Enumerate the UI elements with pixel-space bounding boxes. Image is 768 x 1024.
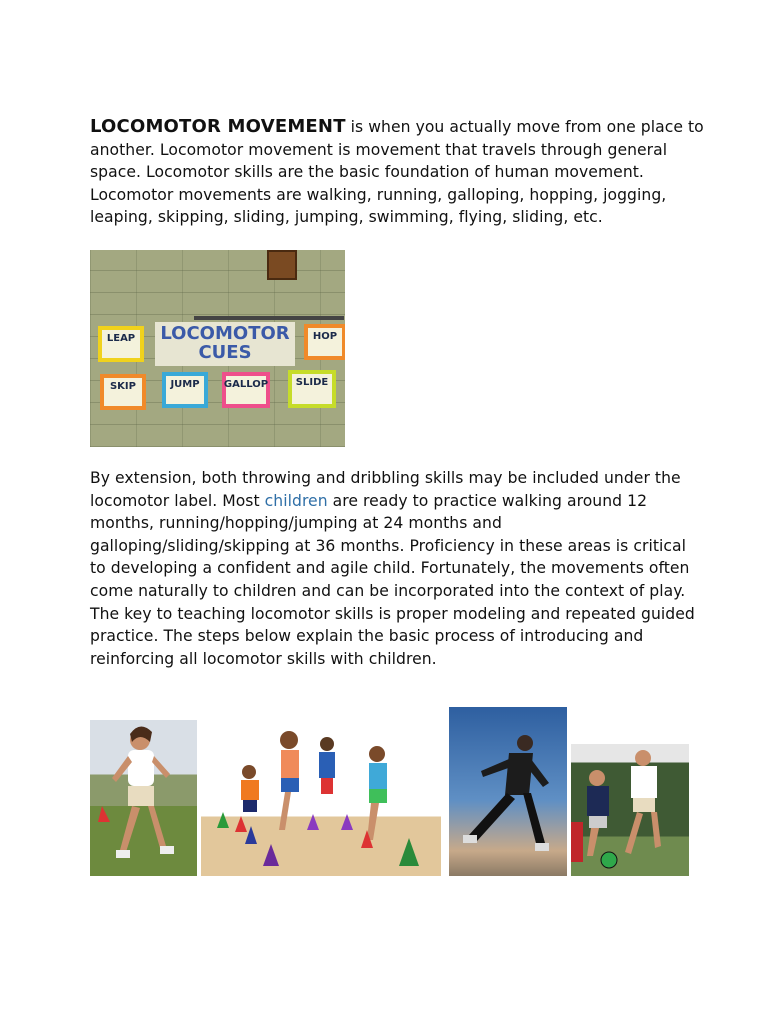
intro-text: is when you actually move from one place to another. Locomotor movement is movement that travels through general space. Locomotor skills are the basic foundation of human movement. Locomotor movements are walking, running, galloping, hopping, jogging, leaping, skipping, sliding, jumping, swimming, flying, sliding, etc. <box>90 118 704 227</box>
wall-rail <box>194 316 344 320</box>
kids-cone-drill-photo <box>201 720 441 876</box>
man-running-photo <box>449 707 567 876</box>
card-skip: SKIP <box>100 374 146 410</box>
runner-figure <box>449 707 567 876</box>
card-leap: LEAP <box>98 326 144 362</box>
body-paragraph <box>90 467 705 670</box>
girl-figure <box>90 720 197 876</box>
soccer-figures <box>571 744 689 876</box>
intro-heading: LOCOMOTOR MOVEMENT <box>90 116 346 137</box>
card-jump: JUMP <box>162 372 208 408</box>
card-gallop: GALLOP <box>222 372 270 408</box>
body-text-end: are ready to practice walking around 12 months, running/hopping/jumping at 24 months and galloping/sliding/skipping at 36 months. Proficiency in these areas is critical to developing a confident and agile child. Fortunately, the movements often come naturally to children and can be incorporated into the context of play. The key to teaching locomotor skills is proper modeling and repeated guided practice. The steps below explain the basic process of introducing and reinforcing all locomotor skills with children. <box>90 491 695 668</box>
card-slide: SLIDE <box>288 370 336 408</box>
children-link[interactable]: children <box>264 491 328 510</box>
boys-soccer-photo <box>571 744 689 876</box>
wall-bracket <box>267 250 297 280</box>
locomotor-cues-wall-photo <box>90 250 345 447</box>
card-hop: HOP <box>304 324 345 360</box>
intro-paragraph <box>90 116 705 229</box>
kids-figures <box>201 720 441 876</box>
body-text-start: By extension, both throwing and dribbling skills may be included under the locomotor label. Most <box>90 469 681 510</box>
girl-running-photo <box>90 720 197 876</box>
cues-title-poster: LOCOMOTOR CUES <box>155 322 295 366</box>
